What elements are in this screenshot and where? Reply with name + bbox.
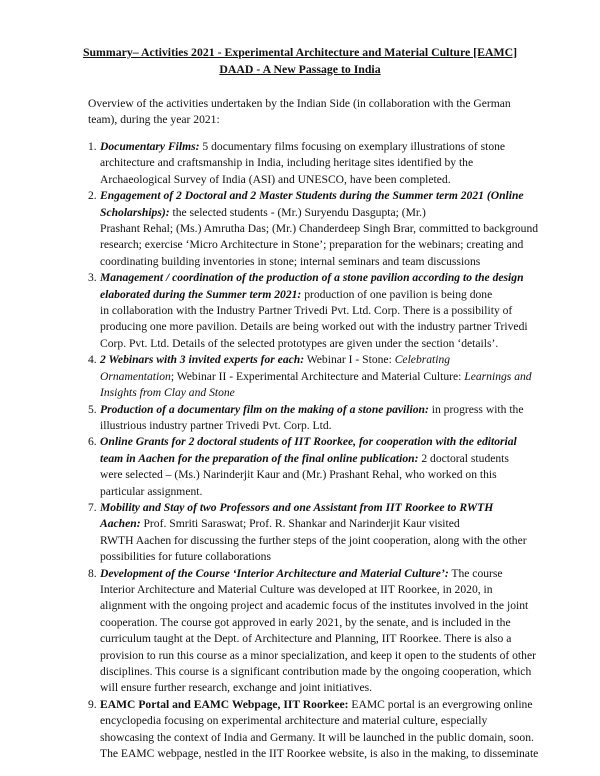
activity-item-student-engagement xyxy=(88,188,539,270)
item-heading: Development of the Course ‘Interior Architecture and Material Culture’: xyxy=(100,566,449,580)
activity-item-eamc-portal xyxy=(88,697,539,763)
item-number: 6. xyxy=(88,435,97,449)
item-heading: Aachen: xyxy=(100,517,141,531)
item-text: Prashant Rehal; (Ms.) Amrutha Das; (Mr.) Chanderdeep Singh Brar, committed to background xyxy=(100,222,539,236)
item-heading: Engagement of 2 Doctoral and 2 Master Students during the Summer term 2021 (Online xyxy=(100,189,524,203)
activity-item-stone-pavilion xyxy=(88,270,528,352)
item-number: 9. xyxy=(88,697,97,711)
item-text: were selected – (Ms.) Narinderjit Kaur and (Mr.) Prashant Rehal, who worked on this xyxy=(100,468,497,482)
item-text: Interior Architecture and Material Culture was developed at IIT Roorkee, in 2020, in xyxy=(100,582,493,596)
item-heading: elaborated during the Summer term 2021: xyxy=(100,287,302,301)
activity-item-mobility xyxy=(88,500,528,566)
activities-list xyxy=(88,139,539,762)
item-text: showcasing the context of India and Germany. It will be launched in the public domain, soon. xyxy=(100,730,534,744)
item-heading: Production of a documentary film on the making of a stone pavilion: xyxy=(100,402,429,416)
item-text: EAMC portal is an evergrowing online xyxy=(348,697,533,711)
item-heading: Mobility and Stay of two Professors and one Assistant from IIT Roorkee to RWTH xyxy=(100,500,494,514)
intro-line: team), during the year 2021: xyxy=(88,113,220,127)
item-text: curriculum taught at the Dept. of Architecture and Planning, IIT Roorkee. There is also a xyxy=(100,632,512,646)
item-text: cooperation. The course got approved in early 2021, by the senate, and is included in the xyxy=(100,615,511,629)
item-text: coordinating building inventories in stone; internal seminars and team discussions xyxy=(100,254,481,268)
item-heading: EAMC Portal and EAMC Webpage, IIT Roorkee: xyxy=(100,697,349,711)
item-text-italic: Ornamentation xyxy=(100,369,171,383)
item-text: illustrious industry partner Trivedi Pvt. Corp. Ltd. xyxy=(100,418,332,432)
item-text: provision to run this course as a minor specialization, and keep it open to the students of other xyxy=(100,648,536,662)
item-text: in collaboration with the Industry Partner Trivedi Pvt. Ltd. Corp. There is a possibility of xyxy=(100,304,513,318)
item-heading: team in Aachen for the preparation of the final online publication: xyxy=(100,451,419,465)
item-heading: Scholarships): xyxy=(100,205,170,219)
item-text: Prof. Smriti Saraswat; Prof. R. Shankar and Narinderjit Kaur visited xyxy=(140,517,460,531)
item-number: 3. xyxy=(88,271,97,285)
item-text: encyclopedia focusing on experimental architecture and material culture, especially xyxy=(100,714,488,728)
item-text: will ensure further research, exchange and joint initiatives. xyxy=(100,681,373,695)
item-text: the selected students - (Mr.) Suryendu Dasgupta; (Mr.) xyxy=(169,205,426,219)
title-line-1: Summary– Activities 2021 - Experimental Architecture and Material Culture [EAMC] xyxy=(82,45,518,59)
item-text: 2 doctoral students xyxy=(418,451,509,465)
item-number: 1. xyxy=(88,140,97,153)
item-text: in progress with the xyxy=(428,402,524,416)
activity-item-webinars xyxy=(88,352,532,401)
item-text: Webinar I - Stone: xyxy=(304,353,395,367)
page-title xyxy=(60,44,540,77)
item-text: particular assignment. xyxy=(100,484,203,498)
title-line-2: DAAD - A New Passage to India xyxy=(219,61,381,76)
item-number: 8. xyxy=(88,566,97,580)
item-text: The EAMC webpage, nestled in the IIT Roorkee website, is also in the making, to disseminate xyxy=(100,747,539,761)
item-text: Corp. Pvt. Ltd. Details of the selected prototypes are given under the section ‘details’. xyxy=(100,336,499,350)
intro-paragraph xyxy=(88,96,520,129)
activity-item-course-development xyxy=(88,566,536,697)
item-text-italic: Celebrating xyxy=(394,353,451,367)
intro-line: Overview of the activities undertaken by the Indian Side (in collaboration with the German xyxy=(88,97,511,110)
item-text: possibilities for future collaborations xyxy=(100,550,271,564)
item-number: 5. xyxy=(88,402,97,416)
item-text: production of one pavilion is being done xyxy=(301,287,493,301)
item-text: The course xyxy=(448,566,503,580)
item-heading: Documentary Films: xyxy=(100,140,200,153)
item-text-italic: Learnings and xyxy=(464,369,532,383)
item-number: 7. xyxy=(88,500,97,514)
activity-item-documentary-films xyxy=(88,139,528,188)
item-heading: Online Grants for 2 doctoral students of IIT Roorkee, for cooperation with the editorial xyxy=(100,435,517,449)
item-text: Archaeological Survey of India (ASI) and UNESCO, have been completed. xyxy=(100,172,451,186)
item-text: disciplines. This course is a significant contribution made by the ongoing cooperation, which xyxy=(100,665,532,678)
item-number: 4. xyxy=(88,353,97,367)
item-text: RWTH Aachen for discussing the further steps of the joint cooperation, along with the other xyxy=(100,533,527,547)
item-number: 2. xyxy=(88,189,97,203)
item-text: ; Webinar II - Experimental Architecture and Material Culture: xyxy=(170,369,465,383)
item-text: architecture and craftsmanship in India, including heritage sites identified by the xyxy=(100,156,474,170)
item-text: producing one more pavilion. Details are being worked out with the industry partner Trivedi xyxy=(100,320,528,334)
item-text: alignment with the ongoing project and academic focus of the institutes involved in the joint xyxy=(100,599,529,613)
item-heading: 2 Webinars with 3 invited experts for each: xyxy=(100,353,305,367)
activity-item-online-grants xyxy=(88,434,528,500)
item-text-italic: Insights from Clay and Stone xyxy=(100,386,235,400)
activity-item-documentary-pavilion xyxy=(88,402,528,435)
item-text: 5 documentary films focusing on exemplary illustrations of stone xyxy=(199,140,506,153)
item-heading: Management / coordination of the production of a stone pavilion according to the design xyxy=(100,271,524,285)
item-text: research; exercise ‘Micro Architecture in Stone’; preparation for the webinars; creating and xyxy=(100,238,524,252)
